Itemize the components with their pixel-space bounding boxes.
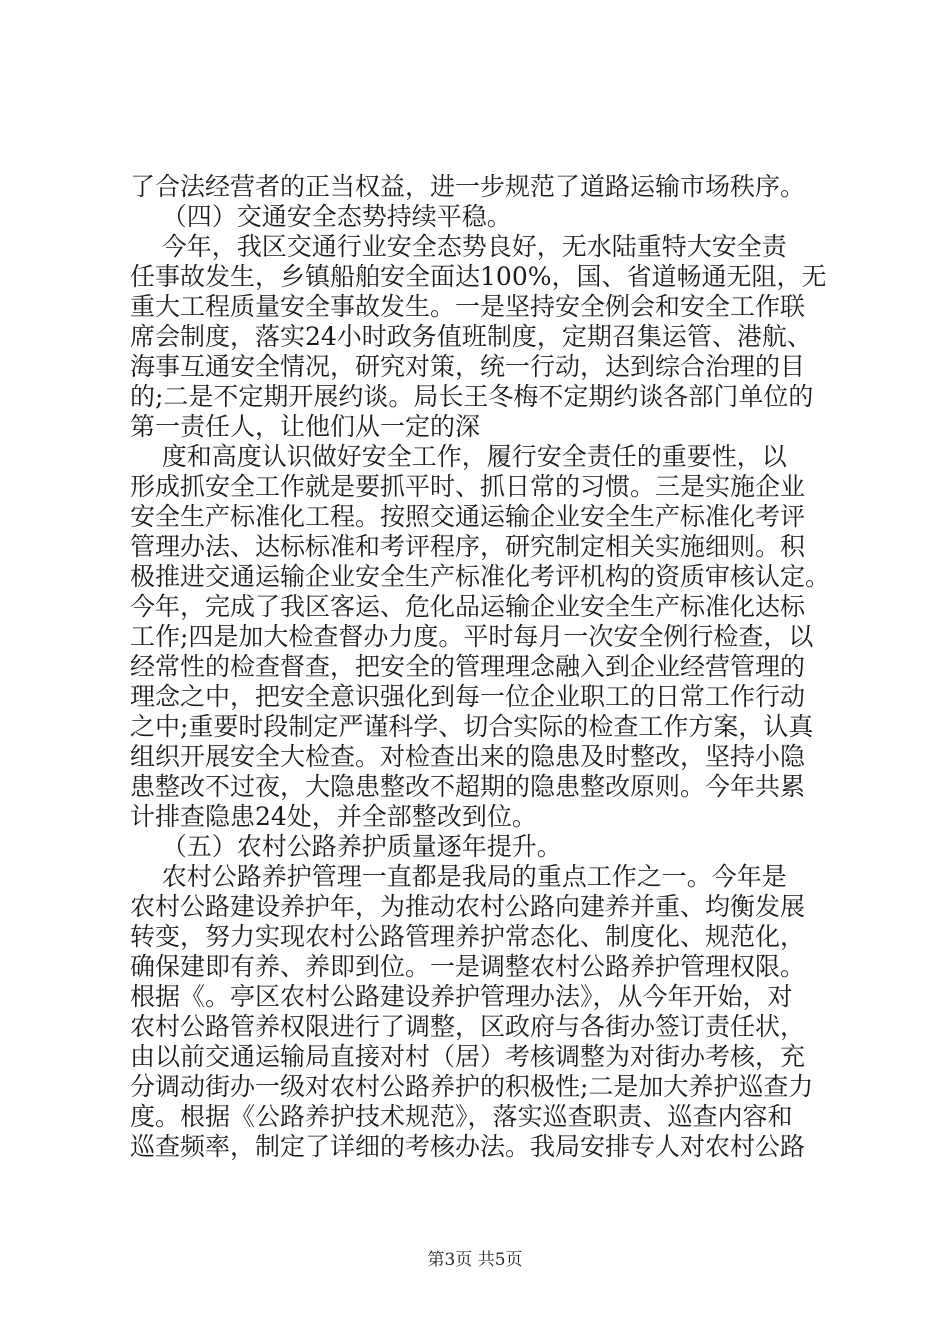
text-line: 工作;四是加大检查督办力度。平时每月一次安全例行检查，以 xyxy=(130,622,814,651)
text-line: 第一责任人，让他们从一定的深 xyxy=(130,412,481,441)
text-line: 度。根据《公路养护技术规范》，落实巡查职责、巡查内容和 xyxy=(130,1102,793,1131)
text-line: 之中;重要时段制定严谨科学、切合实际的检查工作方案，认真 xyxy=(130,712,814,741)
text-line: 的;二是不定期开展约谈。局长王冬梅不定期约谈各部门单位的 xyxy=(130,382,814,411)
text-line: 度和高度认识做好安全工作，履行安全责任的重要性，以 xyxy=(130,442,787,471)
text-line: 巡查频率，制定了详细的考核办法。我局安排专人对农村公路 xyxy=(130,1132,806,1161)
text-line: 了合法经营者的正当权益，进一步规范了道路运输市场秩序。 xyxy=(130,172,806,201)
text-line: 分调动街办一级对农村公路养护的积极性;二是加大养护巡查力 xyxy=(130,1072,814,1101)
text-line: 极推进交通运输企业安全生产标准化考评机构的资质审核认定。 xyxy=(130,562,831,591)
text-line: 患整改不过夜，大隐患整改不超期的隐患整改原则。今年共累 xyxy=(130,772,806,801)
text-line: 形成抓安全工作就是要抓平时、抓日常的习惯。三是实施企业 xyxy=(130,472,806,501)
text-line: 转变，努力实现农村公路管理养护常态化、制度化、规范化， xyxy=(130,922,806,951)
page-number-footer: 第3页 共5页 xyxy=(427,1250,523,1270)
text-line: 安全生产标准化工程。按照交通运输企业安全生产标准化考评 xyxy=(130,502,806,531)
text-line: 经常性的检查督查，把安全的管理理念融入到企业经营管理的 xyxy=(130,652,806,681)
text-line: 计排查隐患24处，并全部整改到位。 xyxy=(130,802,537,831)
section-heading: （四）交通安全态势持续平稳。 xyxy=(130,202,512,231)
text-line: 今年，我区交通行业安全态势良好，无水陆重特大安全责 xyxy=(130,232,787,261)
section-heading: （五）农村公路养护质量逐年提升。 xyxy=(130,832,562,861)
text-line: 理念之中，把安全意识强化到每一位企业职工的日常工作行动 xyxy=(130,682,806,711)
text-line: 席会制度，落实24小时政务值班制度，定期召集运管、港航、 xyxy=(130,322,812,351)
text-line: 农村公路管养权限进行了调整，区政府与各街办签订责任状， xyxy=(130,1012,806,1041)
text-line: 农村公路建设养护年，为推动农村公路向建养并重、均衡发展 xyxy=(130,892,806,921)
text-line: 管理办法、达标标准和考评程序，研究制定相关实施细则。积 xyxy=(130,532,806,561)
text-line: 确保建即有养、养即到位。一是调整农村公路养护管理权限。 xyxy=(130,952,806,981)
text-line: 今年，完成了我区客运、危化品运输企业安全生产标准化达标 xyxy=(130,592,806,621)
text-line: 根据《。亭区农村公路建设养护管理办法》，从今年开始，对 xyxy=(130,982,793,1011)
text-line: 海事互通安全情况，研究对策，统一行动，达到综合治理的目 xyxy=(130,352,806,381)
text-line: 重大工程质量安全事故发生。一是坚持安全例会和安全工作联 xyxy=(130,292,806,321)
text-line: 由以前交通运输局直接对村（居）考核调整为对街办考核，充 xyxy=(130,1042,806,1071)
text-line: 组织开展安全大检查。对检查出来的隐患及时整改，坚持小隐 xyxy=(130,742,806,771)
body-text xyxy=(130,172,830,1162)
text-line: 农村公路养护管理一直都是我局的重点工作之一。今年是 xyxy=(130,862,787,891)
text-line: 任事故发生，乡镇船舶安全面达100%，国、省道畅通无阻，无 xyxy=(130,262,827,291)
